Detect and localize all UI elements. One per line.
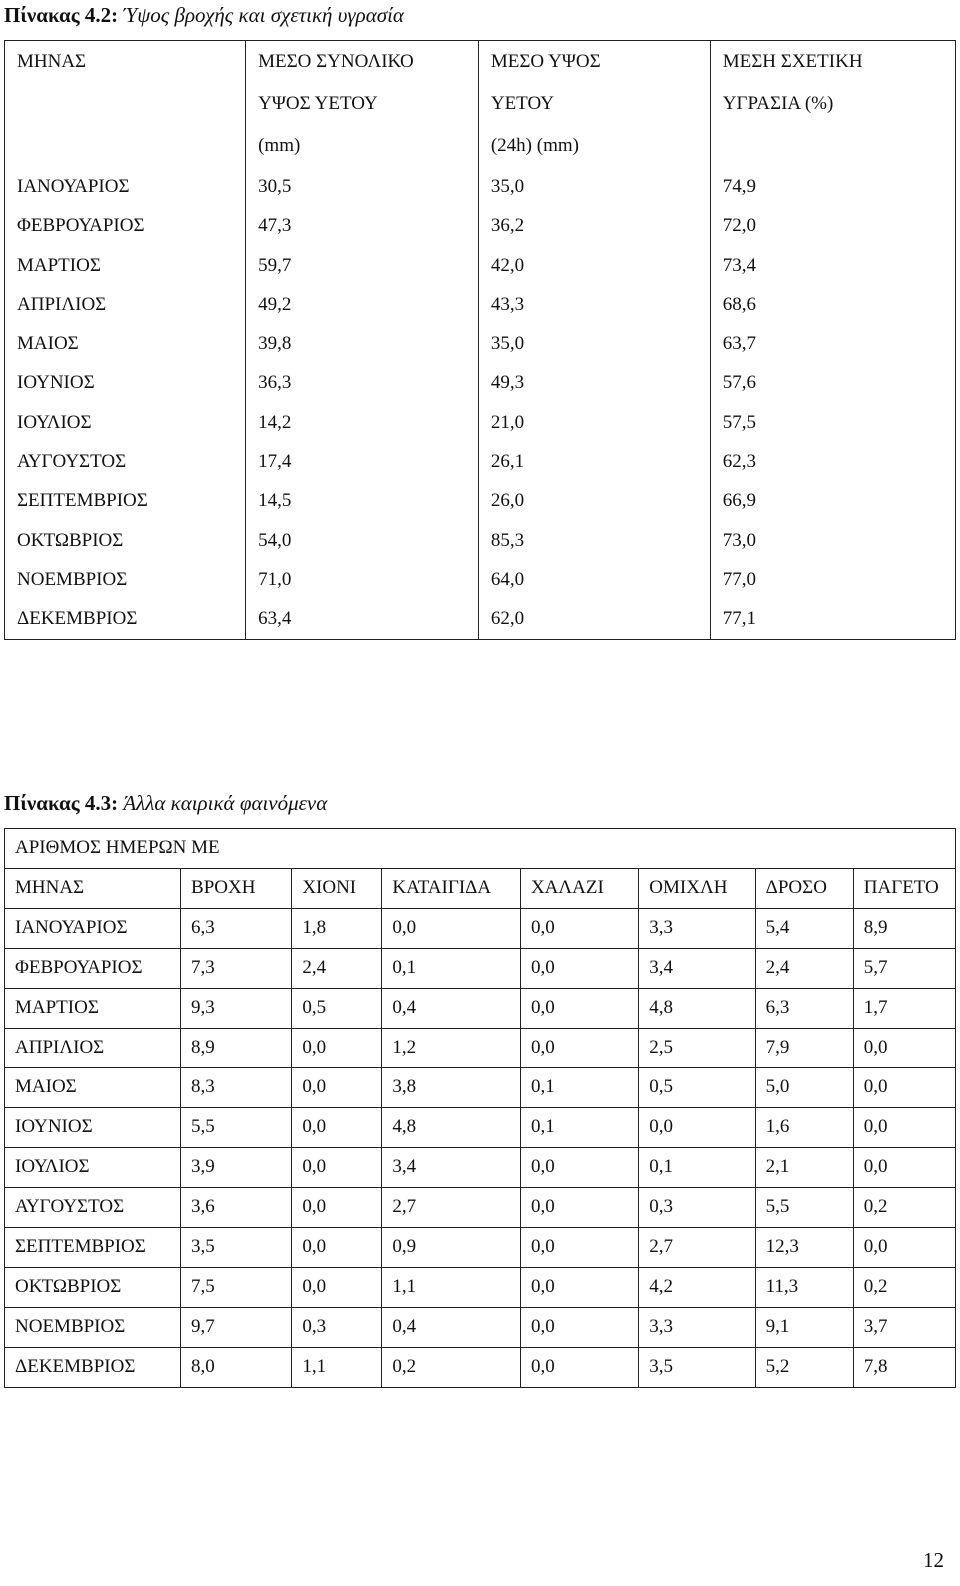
value-cell: 63,7 [722,333,756,355]
table-row [5,1108,956,1148]
value-cell: 0,0 [520,1028,638,1068]
value-cell: 7,3 [181,948,292,988]
weather-phenomena-table [4,828,956,1388]
value-cell: 0,0 [520,1307,638,1347]
value-cell: 0,1 [639,1148,755,1188]
month-cell: ΙΟΥΛΙΟΣ [5,403,246,442]
column-header: ΟΜΙΧΛΗ [639,868,755,908]
value-cell: 77,1 [722,608,756,630]
value-cell: 0,0 [520,908,638,948]
header-total-rainfall: ΜΕΣΟ ΣΥΝΟΛΙΚΟ ΥΨΟΣ ΥΕΤΟΥ (mm) [246,41,479,168]
value-cell: 0,0 [520,1228,638,1268]
value-cell: 64,0 [478,560,710,599]
table-row [5,442,956,481]
value-cell: 85,3 [478,521,710,560]
caption-number: Πίνακας 4.3: [4,791,119,815]
value-cell: 0,3 [292,1307,382,1347]
month-cell: ΙΑΝΟΥΑΡΙΟΣ [5,167,246,206]
table-row [5,1188,956,1228]
value-cell: 1,2 [382,1028,521,1068]
value-cell: 8,9 [853,908,955,948]
value-cell: 35,0 [478,324,710,363]
value-cell: 0,0 [853,1148,955,1188]
value-cell: 3,4 [639,948,755,988]
page-number: 12 [923,1548,944,1572]
column-header: ΔΡΟΣΟ [755,868,853,908]
value-cell: 5,2 [755,1347,853,1387]
column-header: ΧΑΛΑΖΙ [520,868,638,908]
value-cell: 3,4 [382,1148,521,1188]
table-row [5,363,956,402]
value-cell: 11,3 [755,1267,853,1307]
value-cell: 0,0 [853,1108,955,1148]
caption-number: Πίνακας 4.2: [4,3,119,27]
table-row [5,1148,956,1188]
month-cell: ΟΚΤΩΒΡΙΟΣ [5,1267,181,1307]
header-relative-humidity: ΜΕΣΗ ΣΧΕΤΙΚΗ ΥΓΡΑΣΙΑ (%) [722,51,863,114]
month-cell: ΙΟΥΝΙΟΣ [5,363,246,402]
value-cell: 0,0 [292,1188,382,1228]
value-cell: 0,0 [639,1108,755,1148]
month-cell: ΦΕΒΡΟΥΑΡΙΟΣ [5,948,181,988]
column-header: ΠΑΓΕΤΟ [853,868,955,908]
value-cell: 0,0 [853,1068,955,1108]
month-cell: ΝΟΕΜΒΡΙΟΣ [5,1307,181,1347]
value-cell: 0,5 [292,988,382,1028]
month-cell: ΜΑΡΤΙΟΣ [5,988,181,1028]
column-header: ΒΡΟΧΗ [181,868,292,908]
value-cell: 66,9 [722,490,756,512]
value-cell: 63,4 [246,599,479,639]
month-cell: ΑΠΡΙΛΙΟΣ [5,1028,181,1068]
value-cell: 1,6 [755,1108,853,1148]
value-cell: 3,5 [639,1347,755,1387]
value-cell: 0,9 [382,1228,521,1268]
value-cell: 6,3 [755,988,853,1028]
value-cell: 5,5 [755,1188,853,1228]
value-cell: 57,6 [722,372,756,394]
value-cell: 77,0 [722,568,756,590]
month-cell: ΔΕΚΕΜΒΡΙΟΣ [5,599,246,639]
table-row [5,599,956,639]
month-cell: ΟΚΤΩΒΡΙΟΣ [5,521,246,560]
value-cell: 3,6 [181,1188,292,1228]
value-cell: 14,5 [246,481,479,520]
table-4-3-caption [4,790,327,816]
value-cell: 8,0 [181,1347,292,1387]
value-cell: 62,0 [478,599,710,639]
month-cell: ΜΑΙΟΣ [5,324,246,363]
value-cell: 0,0 [520,948,638,988]
value-cell: 72,0 [722,215,756,237]
value-cell: 43,3 [478,285,710,324]
value-cell: 0,0 [292,1267,382,1307]
value-cell: 14,2 [246,403,479,442]
header-24h-rainfall: ΜΕΣΟ ΥΨΟΣ ΥΕΤΟΥ (24h) (mm) [478,41,710,168]
value-cell: 26,1 [478,442,710,481]
value-cell: 36,3 [246,363,479,402]
table-header-row [5,868,956,908]
value-cell: 62,3 [722,451,756,473]
value-cell: 68,6 [722,293,756,315]
value-cell: 0,0 [520,1148,638,1188]
value-cell: 0,1 [520,1108,638,1148]
value-cell: 39,8 [246,324,479,363]
value-cell: 0,0 [292,1068,382,1108]
table-row [5,324,956,363]
month-cell: ΙΟΥΛΙΟΣ [5,1148,181,1188]
value-cell: 21,0 [478,403,710,442]
month-cell: ΜΑΡΤΙΟΣ [5,246,246,285]
value-cell: 42,0 [478,246,710,285]
table-row [5,403,956,442]
value-cell: 2,4 [755,948,853,988]
value-cell: 0,0 [853,1028,955,1068]
table-row [5,1267,956,1307]
value-cell: 7,5 [181,1267,292,1307]
table-row [5,206,956,245]
table-row [5,908,956,948]
value-cell: 5,7 [853,948,955,988]
value-cell: 36,2 [478,206,710,245]
month-cell: ΑΥΓΟΥΣΤΟΣ [5,442,246,481]
value-cell: 8,3 [181,1068,292,1108]
value-cell: 4,2 [639,1267,755,1307]
table-row [5,1347,956,1387]
value-cell: 0,0 [520,988,638,1028]
value-cell: 4,8 [639,988,755,1028]
value-cell: 12,3 [755,1228,853,1268]
caption-text: Άλλα καιρικά φαινόμενα [123,791,328,815]
value-cell: 54,0 [246,521,479,560]
value-cell: 0,4 [382,1307,521,1347]
month-cell: ΝΟΕΜΒΡΙΟΣ [5,560,246,599]
value-cell: 0,5 [639,1068,755,1108]
value-cell: 73,4 [722,254,756,276]
value-cell: 0,0 [292,1148,382,1188]
table-row [5,285,956,324]
month-cell: ΦΕΒΡΟΥΑΡΙΟΣ [5,206,246,245]
value-cell: 49,3 [478,363,710,402]
value-cell: 49,2 [246,285,479,324]
value-cell: 17,4 [246,442,479,481]
value-cell: 9,3 [181,988,292,1028]
value-cell: 1,7 [853,988,955,1028]
table-row [5,948,956,988]
table-row [5,560,956,599]
table-row [5,1028,956,1068]
value-cell: 0,1 [382,948,521,988]
table-row [5,481,956,520]
value-cell: 57,5 [722,411,756,433]
value-cell: 74,9 [722,176,756,197]
value-cell: 0,0 [382,908,521,948]
value-cell: 0,4 [382,988,521,1028]
table-header-row [5,41,956,168]
value-cell: 0,1 [520,1068,638,1108]
value-cell: 1,8 [292,908,382,948]
value-cell: 59,7 [246,246,479,285]
value-cell: 73,0 [722,529,756,551]
table-row [5,167,956,206]
value-cell: 47,3 [246,206,479,245]
value-cell: 6,3 [181,908,292,948]
month-cell: ΑΥΓΟΥΣΤΟΣ [5,1188,181,1228]
month-cell: ΔΕΚΕΜΒΡΙΟΣ [5,1347,181,1387]
value-cell: 0,2 [382,1347,521,1387]
header-month: ΜΗΝΑΣ [5,41,246,168]
value-cell: 9,7 [181,1307,292,1347]
value-cell: 3,3 [639,1307,755,1347]
value-cell: 7,8 [853,1347,955,1387]
column-header: ΚΑΤΑΙΓΙΔΑ [382,868,521,908]
table-row [5,246,956,285]
value-cell: 5,5 [181,1108,292,1148]
value-cell: 0,0 [520,1267,638,1307]
value-cell: 0,0 [292,1028,382,1068]
value-cell: 3,7 [853,1307,955,1347]
column-header: ΜΗΝΑΣ [5,868,181,908]
month-cell: ΣΕΠΤΕΜΒΡΙΟΣ [5,481,246,520]
value-cell: 5,4 [755,908,853,948]
value-cell: 0,3 [639,1188,755,1228]
value-cell: 71,0 [246,560,479,599]
value-cell: 0,0 [853,1228,955,1268]
value-cell: 0,0 [292,1228,382,1268]
value-cell: 3,3 [639,908,755,948]
value-cell: 30,5 [246,167,479,206]
value-cell: 0,0 [292,1108,382,1148]
table-row [5,1068,956,1108]
column-header: ΧΙΟΝΙ [292,868,382,908]
rainfall-humidity-table [4,40,956,640]
value-cell: 2,7 [639,1228,755,1268]
value-cell: 0,2 [853,1188,955,1228]
table-4-2-caption [4,2,404,28]
table-row [5,1307,956,1347]
value-cell: 26,0 [478,481,710,520]
value-cell: 8,9 [181,1028,292,1068]
value-cell: 35,0 [478,167,710,206]
month-cell: ΙΟΥΝΙΟΣ [5,1108,181,1148]
month-cell: ΜΑΙΟΣ [5,1068,181,1108]
table-row [5,1228,956,1268]
value-cell: 7,9 [755,1028,853,1068]
value-cell: 4,8 [382,1108,521,1148]
value-cell: 2,1 [755,1148,853,1188]
value-cell: 5,0 [755,1068,853,1108]
value-cell: 2,5 [639,1028,755,1068]
value-cell: 3,9 [181,1148,292,1188]
group-header: ΑΡΙΘΜΟΣ ΗΜΕΡΩΝ ΜΕ [5,829,956,869]
value-cell: 3,5 [181,1228,292,1268]
value-cell: 2,7 [382,1188,521,1228]
month-cell: ΙΑΝΟΥΑΡΙΟΣ [5,908,181,948]
value-cell: 9,1 [755,1307,853,1347]
caption-text: Ύψος βροχής και σχετική υγρασία [123,3,404,27]
table-row [5,988,956,1028]
table-row [5,521,956,560]
value-cell: 0,2 [853,1267,955,1307]
month-cell: ΑΠΡΙΛΙΟΣ [5,285,246,324]
value-cell: 3,8 [382,1068,521,1108]
value-cell: 1,1 [382,1267,521,1307]
value-cell: 1,1 [292,1347,382,1387]
value-cell: 0,0 [520,1347,638,1387]
group-header-row [5,829,956,869]
value-cell: 0,0 [520,1188,638,1228]
month-cell: ΣΕΠΤΕΜΒΡΙΟΣ [5,1228,181,1268]
value-cell: 2,4 [292,948,382,988]
